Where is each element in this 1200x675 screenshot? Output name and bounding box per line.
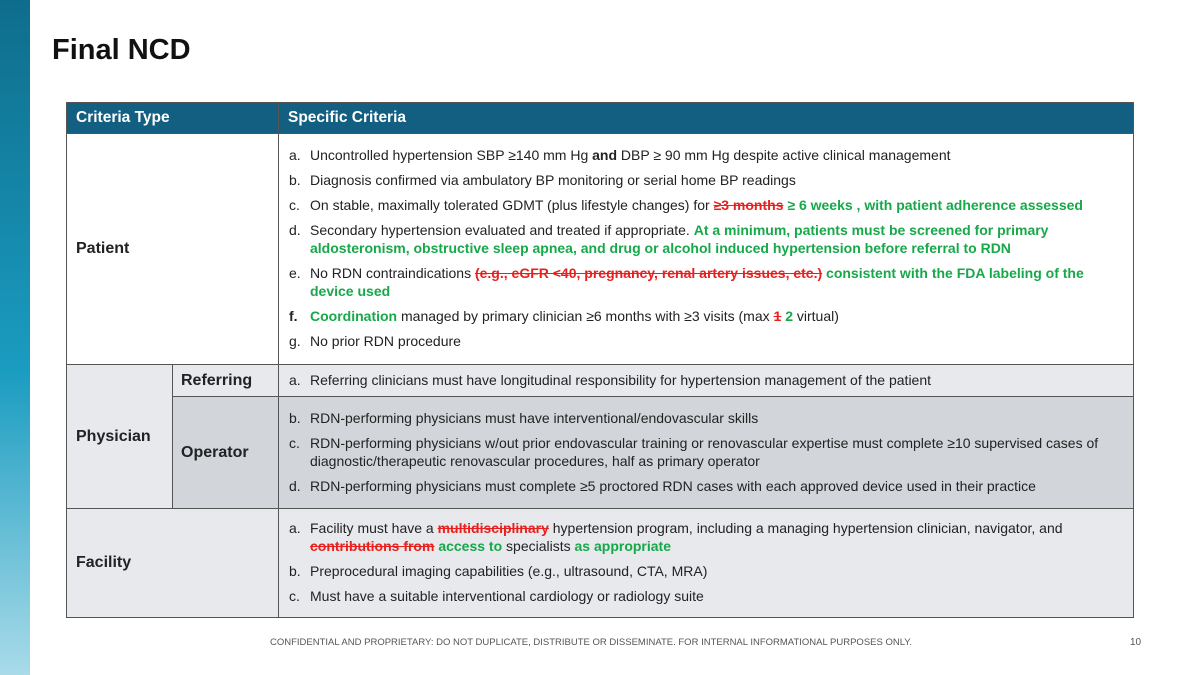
deleted-text: (e.g., eGFR <40, pregnancy, renal artery issues, etc.) (474, 265, 823, 281)
deleted-text: multidisciplinary (437, 520, 549, 536)
patient-criteria (279, 134, 1134, 365)
slide-title: Final NCD (52, 34, 191, 66)
text-segment: Uncontrolled hypertension SBP ≥140 mm Hg (310, 147, 593, 163)
text-segment: Referring clinicians must have longitudinal responsibility for hypertension management of the patient (310, 372, 932, 388)
criteria-item (289, 221, 1123, 257)
item-text (310, 146, 951, 164)
criteria-item (289, 562, 1123, 580)
item-letter: a. (289, 147, 301, 163)
criteria-item (289, 146, 1123, 164)
criteria-item (289, 264, 1123, 300)
added-text: consistent with the FDA labeling of the device used (310, 265, 1084, 299)
physician-referring-row (67, 365, 1134, 397)
criteria-item (289, 371, 1123, 389)
referring-criteria (279, 365, 1134, 397)
criteria-item (289, 307, 1123, 325)
criteria-item (289, 409, 1123, 427)
text-segment: hypertension program, including a managing hypertension clinician, navigator, and (548, 520, 1063, 536)
page-number: 10 (1130, 637, 1142, 648)
text-segment: On stable, maximally tolerated GDMT (plus lifestyle changes) for (310, 197, 714, 213)
confidentiality-footer: CONFIDENTIAL AND PROPRIETARY: DO NOT DUPLICATE, DISTRIBUTE OR DISSEMINATE. FOR INTERNAL INFORMATIONAL PURPOSES ONLY. (270, 637, 913, 648)
deleted-text: contributions from (310, 538, 435, 554)
item-text (310, 196, 1083, 214)
physician-operator-row (67, 397, 1134, 509)
text-segment: and (592, 147, 618, 163)
text-segment: No prior RDN procedure (310, 333, 461, 349)
text-segment: RDN-performing physicians w/out prior endovascular training or renovascular expertise must complete ≥10 supervised cases of diagnostic/therapeutic renovascular procedures, half as primary operator (310, 434, 1099, 469)
item-text (310, 587, 704, 605)
added-text: Coordination (310, 308, 398, 324)
item-letter: b. (289, 409, 301, 426)
item-text (310, 477, 1036, 495)
item-text (310, 519, 1123, 555)
deleted-text: 1 (773, 308, 782, 324)
item-letter: d. (289, 477, 301, 494)
item-text (310, 562, 707, 580)
subcategory-referring: Referring (173, 365, 279, 397)
text-segment: RDN-performing physicians must have interventional/endovascular skills (310, 409, 759, 426)
operator-criteria (279, 397, 1134, 509)
added-text: ≥ 6 weeks , with patient adherence assessed (787, 197, 1083, 213)
text-segment: RDN-performing physicians must complete ≥5 proctored RDN cases with each approved device used in their practice (310, 477, 1036, 494)
header-criteria-type: Criteria Type (67, 103, 279, 134)
category-facility: Facility (67, 509, 279, 618)
added-text: as appropriate (574, 538, 671, 554)
text-segment: Facility must have a (310, 520, 438, 536)
header-specific-criteria: Specific Criteria (279, 103, 1134, 134)
criteria-table (66, 102, 1134, 618)
item-text (310, 332, 461, 350)
item-letter: g. (289, 333, 301, 349)
text-segment: Must have a suitable interventional cardiology or radiology suite (310, 588, 704, 604)
text-segment: Preprocedural imaging capabilities (e.g., ultrasound, CTA, MRA) (310, 563, 708, 579)
text-segment: Secondary hypertension evaluated and treated if appropriate. (310, 222, 694, 238)
item-text (310, 264, 1123, 300)
item-text (310, 434, 1123, 470)
item-letter: c. (289, 588, 300, 604)
text-segment: No RDN contraindications (310, 265, 475, 281)
item-letter: c. (289, 434, 300, 451)
criteria-item (289, 332, 1123, 350)
item-letter: e. (289, 265, 301, 281)
criteria-item (289, 196, 1123, 214)
facility-criteria (279, 509, 1134, 618)
item-letter: d. (289, 222, 301, 238)
text-segment: managed by primary clinician ≥6 months with ≥3 visits (max (397, 308, 774, 324)
criteria-item (289, 434, 1123, 470)
item-text (310, 171, 796, 189)
text-segment: Diagnosis confirmed via ambulatory BP monitoring or serial home BP readings (310, 172, 796, 188)
side-accent-bar (0, 0, 30, 675)
deleted-text: ≥3 months (713, 197, 784, 213)
item-text (310, 307, 839, 325)
item-text (310, 409, 758, 427)
text-segment: specialists (502, 538, 575, 554)
patient-row (67, 134, 1134, 365)
facility-row (67, 509, 1134, 618)
item-letter: b. (289, 563, 301, 579)
item-letter: f. (289, 308, 298, 324)
criteria-item (289, 477, 1123, 495)
item-letter: a. (289, 372, 301, 388)
added-text: 2 (785, 308, 793, 324)
added-text: At a minimum, patients must be screened for primary aldosteronism, obstructive sleep apnea, and drug or alcohol induced hypertension before referral to RDN (310, 222, 1049, 256)
item-letter: b. (289, 172, 301, 188)
item-letter: a. (289, 520, 301, 536)
item-text (310, 371, 931, 389)
text-segment: DBP ≥ 90 mm Hg despite active clinical management (617, 147, 951, 163)
criteria-item (289, 519, 1123, 555)
criteria-item (289, 587, 1123, 605)
item-letter: c. (289, 197, 300, 213)
table-header (67, 103, 1134, 134)
added-text: access to (438, 538, 503, 554)
criteria-item (289, 171, 1123, 189)
category-physician: Physician (67, 365, 173, 509)
item-text (310, 221, 1123, 257)
subcategory-operator: Operator (173, 397, 279, 509)
text-segment: virtual) (792, 308, 839, 324)
category-patient: Patient (67, 134, 279, 365)
